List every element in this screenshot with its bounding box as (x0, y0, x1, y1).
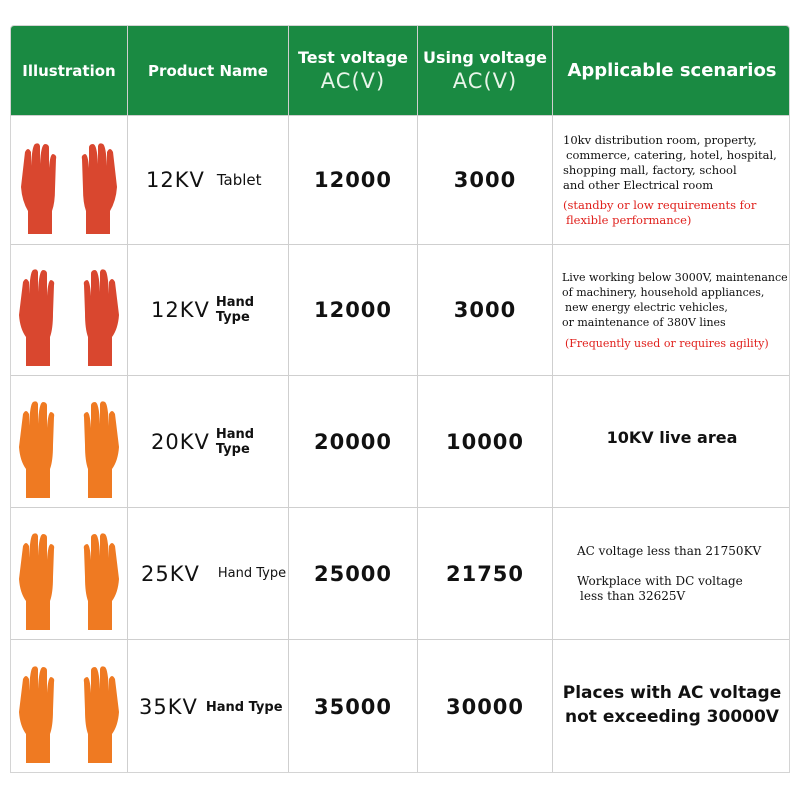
glove-pair-icon (19, 651, 119, 763)
voltage-rating: 12KV (151, 298, 210, 322)
scenario-line: AC voltage less than 21750KV (577, 543, 762, 558)
header-using-voltage (418, 26, 552, 115)
scenario-spacer (577, 559, 761, 574)
header-test-voltage-unit: AC(V) (320, 69, 386, 93)
product-type: Hand Type (215, 295, 255, 325)
using-voltage-cell (418, 376, 552, 507)
illustration-cell (11, 376, 127, 507)
glove-pair-icon (19, 518, 119, 630)
scenario-cell (553, 640, 790, 773)
product-type: Hand Type (205, 699, 283, 715)
test-voltage-cell (289, 116, 417, 244)
using-voltage-cell (418, 245, 552, 375)
using-voltage-value: 21750 (445, 561, 525, 586)
header-illustration-label: Illustration (22, 61, 116, 80)
voltage-rating: 35KV (139, 695, 198, 719)
table-row (11, 376, 790, 507)
scenario-line: 10kv distribution room, property, (563, 132, 757, 147)
scenario-line: of machinery, household appliances, (562, 285, 765, 299)
voltage-rating: 20KV (151, 429, 210, 454)
test-voltage-cell (289, 376, 417, 507)
product-table (10, 25, 790, 773)
product-name-cell (146, 116, 288, 244)
scenario-line: commerce, catering, hotel, hospital, (566, 147, 777, 162)
header-scenarios-label: Applicable scenarios (567, 60, 777, 81)
using-voltage-value: 30000 (445, 695, 525, 719)
test-voltage-value: 35000 (313, 695, 393, 719)
illustration-cell (11, 116, 127, 244)
illustration-cell (11, 508, 127, 639)
header-using-voltage-label: Using voltage (422, 48, 548, 67)
table-row (11, 508, 790, 639)
product-type: Tablet (216, 171, 262, 189)
table-row (11, 116, 790, 244)
scenario-text (562, 270, 788, 351)
product-type: Hand Type (217, 566, 287, 581)
test-voltage-value: 20000 (313, 429, 393, 454)
scenario-line: not exceeding 30000V (565, 707, 779, 727)
illustration-cell (11, 640, 127, 773)
scenario-cell (553, 376, 790, 507)
header-product-name-label: Product Name (148, 61, 268, 80)
product-name-cell (141, 508, 288, 639)
test-voltage-value: 25000 (313, 561, 393, 586)
scenario-cell (562, 245, 790, 375)
scenario-note: (Frequently used or requires agility) (565, 336, 769, 350)
voltage-rating: 12KV (146, 168, 205, 192)
test-voltage-cell (289, 245, 417, 375)
test-voltage-cell (289, 640, 417, 773)
scenario-cell (563, 116, 789, 244)
scenario-line: Live working below 3000V, maintenance (562, 270, 788, 284)
glove-pair-icon (19, 254, 119, 366)
scenario-line: and other Electrical room (563, 177, 714, 192)
using-voltage-value: 3000 (453, 168, 517, 192)
illustration-cell (11, 245, 127, 375)
test-voltage-value: 12000 (313, 168, 393, 192)
scenario-line: Workplace with DC voltage (577, 573, 743, 588)
scenario-text (577, 544, 761, 604)
test-voltage-cell (289, 508, 417, 639)
using-voltage-cell (418, 116, 552, 244)
using-voltage-value: 3000 (453, 298, 517, 322)
table-row (11, 640, 790, 773)
test-voltage-value: 12000 (313, 298, 393, 322)
scenario-cell (577, 508, 789, 639)
header-using-voltage-unit: AC(V) (452, 69, 518, 93)
scenario-line: less than 32625V (580, 588, 686, 603)
using-voltage-cell (418, 640, 552, 773)
glove-pair-icon (19, 126, 119, 234)
header-test-voltage-label: Test voltage (297, 48, 409, 67)
using-voltage-cell (418, 508, 552, 639)
header-scenarios (553, 26, 790, 115)
product-name-cell (139, 640, 288, 773)
table-row (11, 245, 790, 375)
header-illustration (11, 26, 127, 115)
header-test-voltage (289, 26, 417, 115)
voltage-rating: 25KV (141, 561, 200, 586)
using-voltage-value: 10000 (445, 429, 525, 454)
scenario-line: Places with AC voltage (562, 683, 782, 703)
scenario-text: 10KV live area (606, 428, 738, 447)
scenario-line: shopping mall, factory, school (563, 162, 737, 177)
scenario-line: or maintenance of 380V lines (562, 315, 726, 329)
product-type: Hand Type (215, 426, 255, 457)
scenario-note: flexible performance) (566, 212, 692, 227)
scenario-line: new energy electric vehicles, (565, 300, 728, 314)
scenario-text (563, 133, 777, 228)
header-product-name (128, 26, 288, 115)
glove-pair-icon (19, 386, 119, 498)
product-name-cell (151, 245, 288, 375)
product-name-cell (151, 376, 288, 507)
scenario-text (553, 681, 790, 729)
scenario-note: (standby or low requirements for (563, 197, 757, 212)
